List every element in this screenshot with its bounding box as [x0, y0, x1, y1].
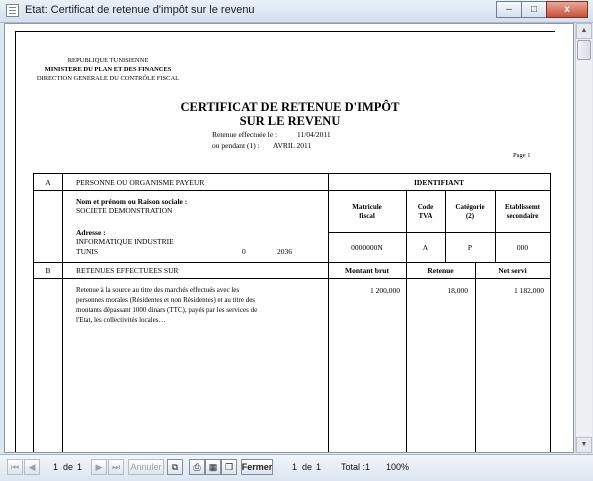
description-line-1: Retenue à la source au titre des marchés effectués avec les: [76, 286, 240, 294]
close-button[interactable]: x: [546, 1, 588, 18]
copy-icon[interactable]: ❐: [221, 459, 237, 475]
code-tva-label-2: TVA: [418, 212, 433, 220]
page-border: [15, 31, 555, 34]
address-number: 0: [242, 247, 246, 256]
header-line-3: DIRECTION GENERALE DU CONTRÔLE FISCAL: [36, 75, 180, 82]
page-setup-icon[interactable]: ⧉: [167, 459, 183, 475]
annuler-button[interactable]: Annuler: [128, 459, 164, 475]
categorie-value: P: [467, 243, 473, 252]
montant-brut-heading: Montant brut: [345, 266, 389, 275]
scroll-up-icon[interactable]: ▲: [576, 23, 592, 39]
periode-value: AVRIL 2011: [273, 141, 312, 150]
section-a-heading: PERSONNE OU ORGANISME PAYEUR: [76, 178, 205, 187]
total-label: Total :1: [341, 462, 371, 472]
previous-page-icon[interactable]: ◀: [24, 459, 40, 475]
address-city: TUNIS: [76, 247, 99, 256]
description-line-4: l'Etat, les collectivités locales…: [76, 316, 166, 324]
print-icon[interactable]: ⎙: [189, 459, 205, 475]
categorie-label-1: Catégorie: [455, 203, 485, 211]
section-b-letter: B: [45, 266, 51, 275]
periode-label: ou pendant (1) :: [212, 141, 260, 150]
section-a-letter: A: [45, 178, 51, 187]
name-label: Nom et prénom ou Raison sociale :: [76, 197, 188, 206]
document-title-line-1: CERTIFICAT DE RETENUE D'IMPÔT: [180, 100, 400, 114]
address-zip: 2036: [277, 247, 292, 256]
net-servi-heading: Net servi: [498, 266, 527, 275]
retenue-date-label: Retenue effectuée le :: [212, 130, 278, 139]
address-label: Adresse :: [76, 228, 106, 237]
address-line-1: INFORMATIQUE INDUSTRIE: [76, 237, 174, 246]
page-of-label: de: [63, 462, 74, 472]
code-tva-label-1: Code: [417, 203, 434, 211]
header-line-2: MINISTERE DU PLAN ET DES FINANCES: [44, 66, 172, 73]
description-line-2: personnes morales (Résidentes et non Résidentes) et au titre des: [76, 296, 256, 304]
matricule-label-2: fiscal: [359, 212, 375, 220]
title-bar: [0, 0, 593, 23]
retenue-heading: Retenue: [427, 266, 454, 275]
document-title-line-2: SUR LE REVENU: [239, 114, 341, 128]
next-page-icon[interactable]: ▶: [91, 459, 107, 475]
categorie-label-2: (2): [465, 212, 475, 220]
matricule-label-1: Matricule: [352, 203, 382, 211]
scroll-down-icon[interactable]: ▼: [576, 437, 592, 453]
zoom-level: 100%: [386, 462, 410, 472]
etablissement-label-2: secondaire: [506, 212, 539, 220]
window-title: Etat: Certificat de retenue d'impôt sur le revenu: [25, 4, 255, 16]
identifiant-heading: IDENTIFIANT: [413, 178, 464, 187]
etablissement-value: 000: [516, 243, 529, 252]
retenue-value: 18,000: [447, 286, 468, 295]
name-value: SOCIETE DEMONSTRATION: [76, 206, 173, 215]
vertical-scrollbar[interactable]: [575, 23, 592, 453]
export-icon[interactable]: ▦: [205, 459, 221, 475]
report-viewport: [4, 23, 574, 453]
status-page-total: 1: [316, 462, 322, 472]
montant-brut-value: 1 200,000: [370, 286, 400, 295]
status-of-label: de: [302, 462, 313, 472]
net-servi-value: 1 182,000: [514, 286, 544, 295]
first-page-icon[interactable]: ⏮: [7, 459, 23, 475]
minimize-button[interactable]: –: [496, 1, 522, 18]
status-page-current: 1: [292, 462, 298, 472]
code-tva-value: A: [422, 243, 429, 252]
report-app-icon: [6, 4, 19, 17]
matricule-value: 0000000N: [351, 243, 383, 252]
fermer-button[interactable]: Fermer: [241, 459, 273, 475]
retenue-date-value: 11/04/2011: [297, 130, 331, 139]
scroll-thumb[interactable]: [577, 40, 591, 60]
window-controls: [497, 1, 588, 19]
page-current: 1: [53, 462, 59, 472]
page-number: Page 1: [513, 152, 531, 159]
section-b-heading: RETENUES EFFECTUEES SUR: [76, 266, 179, 275]
navigation-toolbar: [0, 454, 593, 481]
etablissement-label-1: Etablissemt: [505, 203, 540, 211]
header-line-1: REPUBLIQUE TUNISIENNE: [67, 57, 149, 64]
maximize-button[interactable]: □: [521, 1, 547, 18]
last-page-icon[interactable]: ⏭: [108, 459, 124, 475]
description-line-3: montants dépassant 1000 dinars (TTC), payés par les services de: [76, 306, 258, 314]
certificate-table: [33, 173, 551, 453]
page-total: 1: [77, 462, 83, 472]
